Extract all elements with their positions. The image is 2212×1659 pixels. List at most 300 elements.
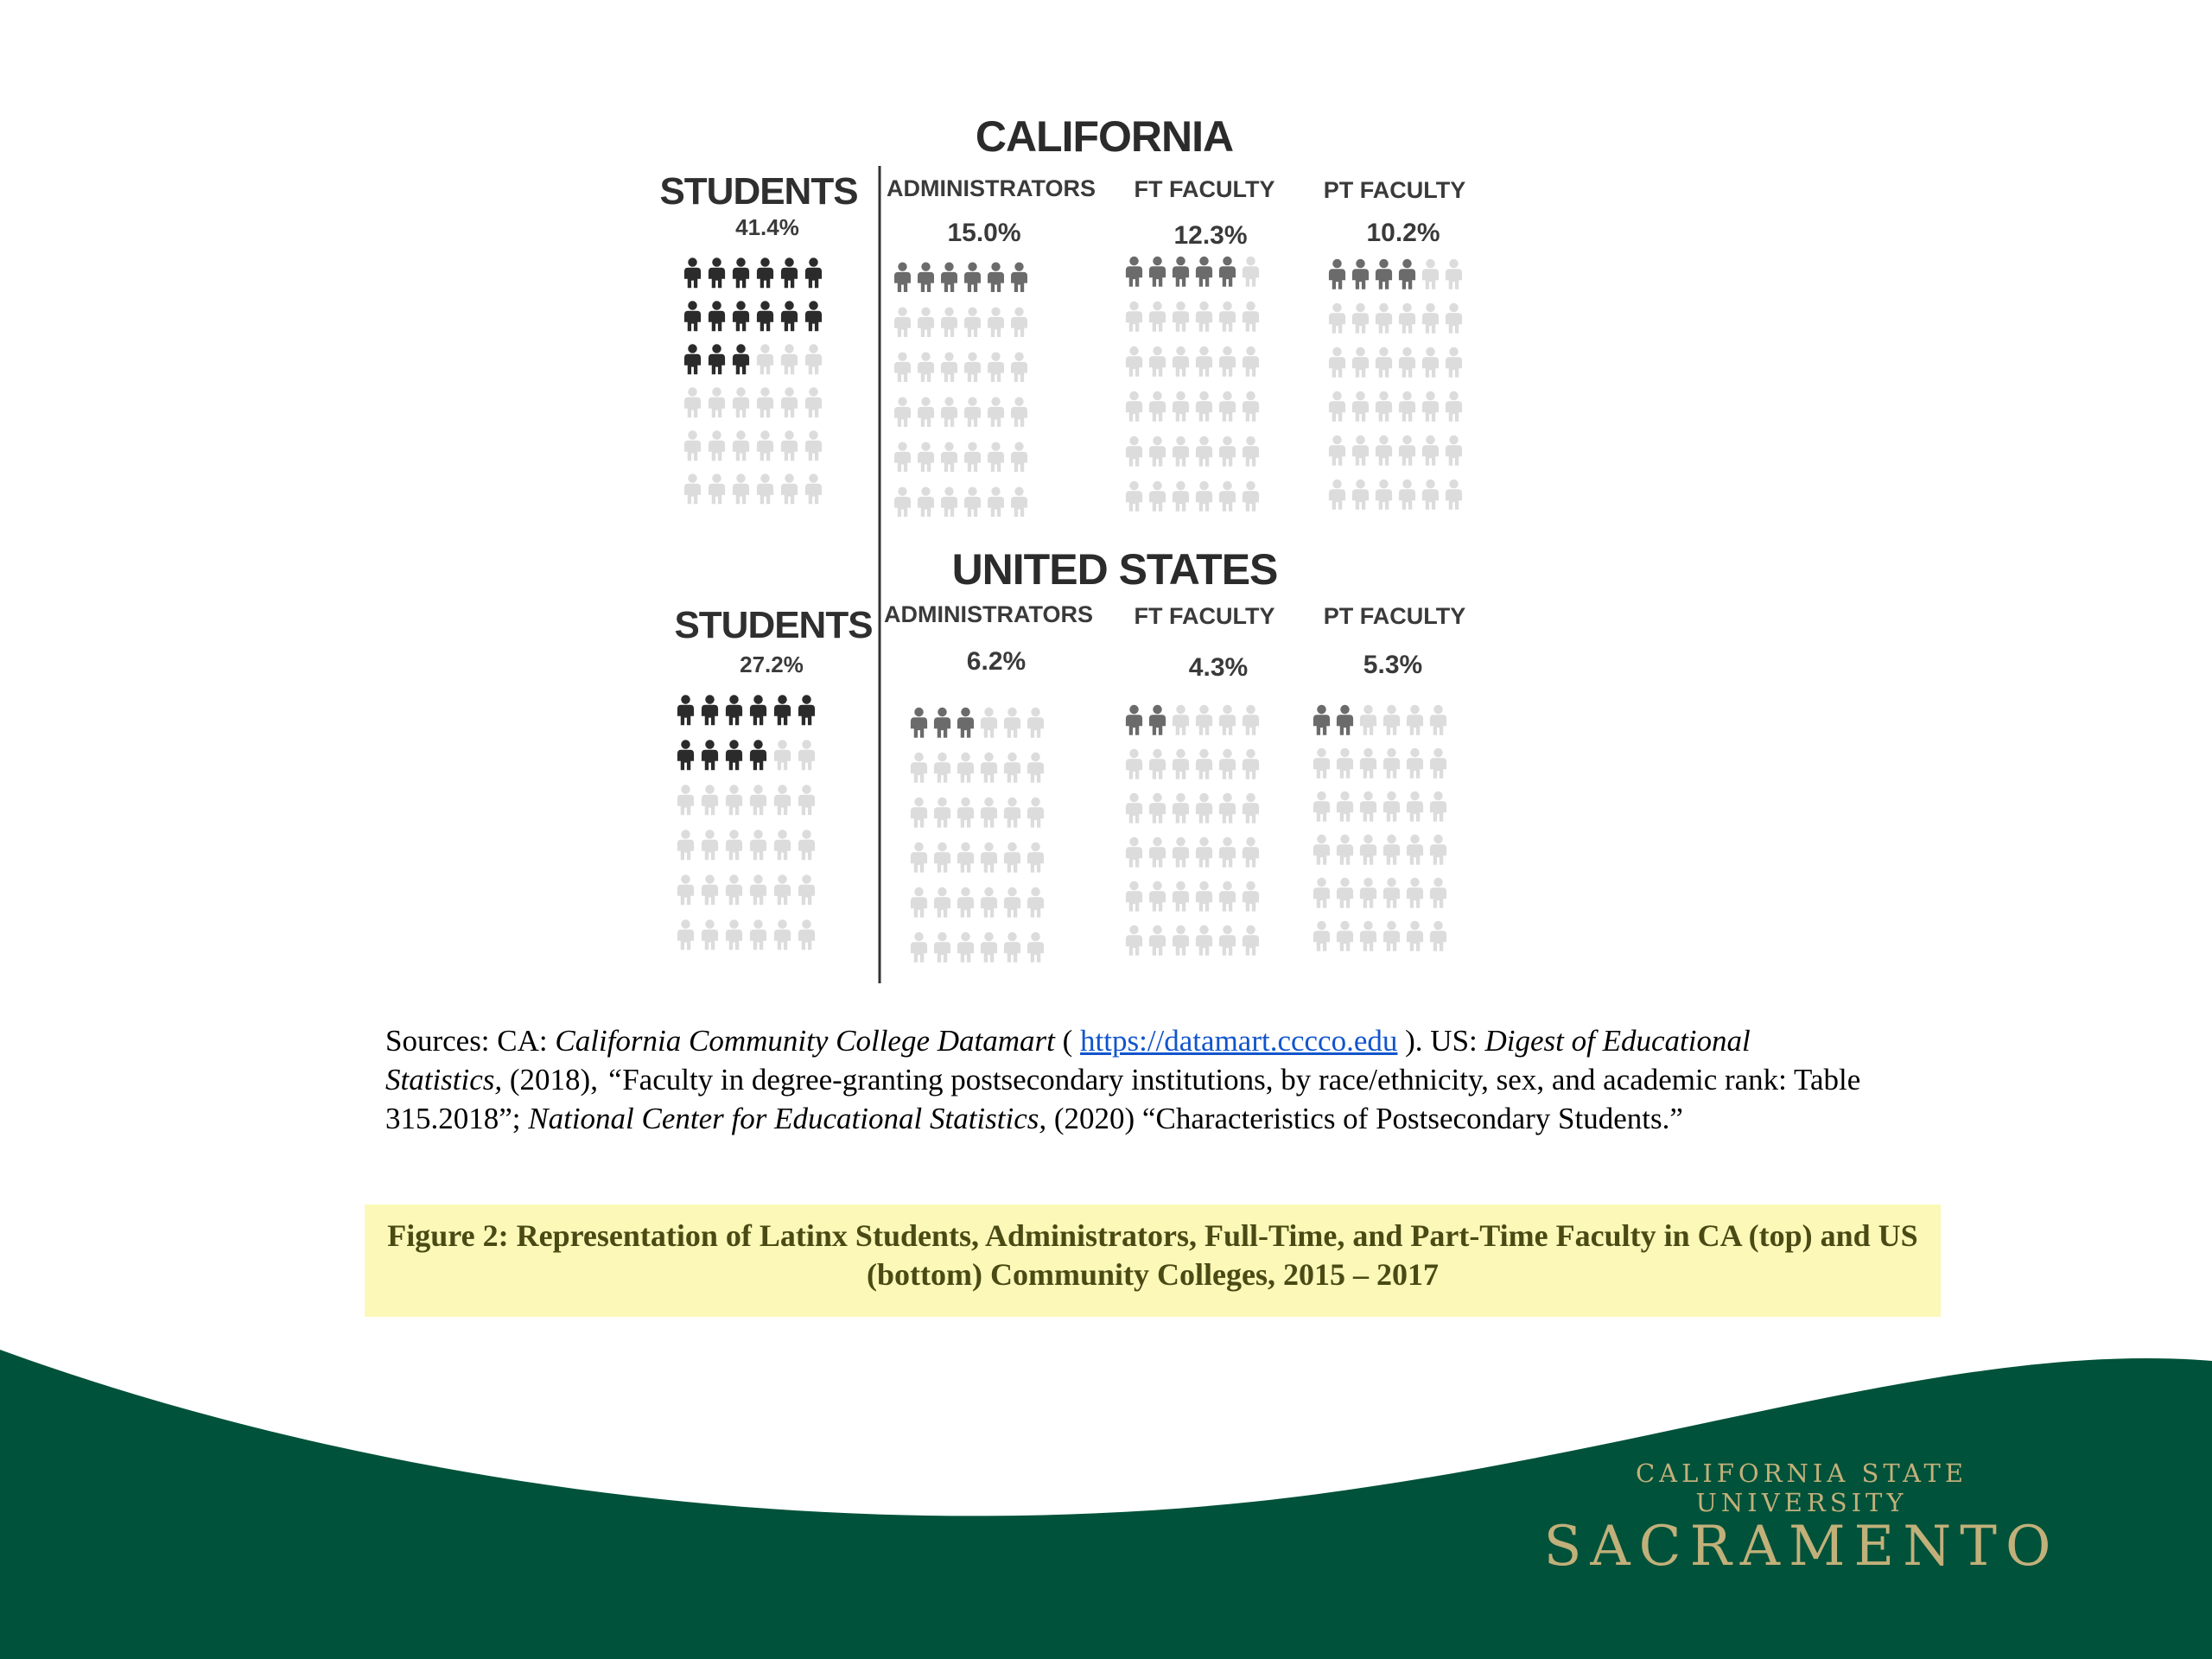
us-ft-faculty-person-icon bbox=[1219, 925, 1236, 956]
ca-ft-faculty-person-icon bbox=[1196, 346, 1212, 377]
ca-administrators-person-icon bbox=[894, 442, 911, 472]
ca-ft-faculty-person-icon bbox=[1173, 302, 1189, 332]
us-ft-faculty-person-icon bbox=[1173, 881, 1189, 912]
us-students-person-icon bbox=[677, 785, 694, 815]
us-administrators-person-icon bbox=[1027, 887, 1044, 918]
ca-students-person-icon-highlighted bbox=[757, 257, 773, 288]
us-pt-faculty-person-icon bbox=[1430, 921, 1446, 951]
us-administrators-person-icon bbox=[981, 798, 997, 828]
ca-pt-faculty-person-icon-highlighted bbox=[1399, 259, 1415, 289]
ca-students-person-icon-highlighted bbox=[709, 257, 725, 288]
ca-pt-faculty-person-icon bbox=[1329, 347, 1345, 378]
us-students-person-icon-highlighted bbox=[677, 695, 694, 725]
ca-administrators-person-icon bbox=[988, 352, 1004, 382]
ca-ft-faculty-person-icon bbox=[1126, 302, 1142, 332]
ca-students-person-icon bbox=[733, 387, 749, 417]
ca-students-person-icon bbox=[805, 387, 822, 417]
ca-students-person-icon-highlighted bbox=[733, 344, 749, 374]
ca-students-label: STUDENTS bbox=[659, 170, 858, 213]
ca-administrators-person-icon bbox=[1011, 486, 1027, 517]
ca-administrators-person-icon bbox=[988, 307, 1004, 337]
us-ft-faculty-person-icon bbox=[1149, 925, 1166, 956]
ca-ft-faculty-person-icon bbox=[1126, 481, 1142, 512]
ca-ft-faculty-person-icon bbox=[1219, 436, 1236, 467]
ca-ft-faculty-person-icon bbox=[1173, 346, 1189, 377]
us-pt-faculty-person-icon bbox=[1430, 835, 1446, 865]
us-pt-faculty-person-icon bbox=[1430, 705, 1446, 735]
ca-administrators-person-icon-highlighted bbox=[918, 262, 934, 292]
us-administrators-person-icon-highlighted bbox=[911, 708, 927, 738]
ca-students-person-icon bbox=[781, 344, 798, 374]
us-students-person-icon bbox=[677, 830, 694, 860]
us-students-person-icon bbox=[750, 785, 766, 815]
ca-students-person-icon bbox=[709, 387, 725, 417]
ca-students-person-icon bbox=[733, 430, 749, 461]
ca-ft-faculty-person-icon bbox=[1149, 436, 1166, 467]
ca-students-person-icon bbox=[805, 474, 822, 504]
ca-students-person-icon-highlighted bbox=[709, 344, 725, 374]
ca-students-person-icon-highlighted bbox=[805, 301, 822, 331]
us-ft-faculty-person-icon bbox=[1219, 881, 1236, 912]
us-administrators-person-icon bbox=[957, 798, 974, 828]
us-students-person-icon-highlighted bbox=[677, 740, 694, 770]
us-administrators-person-icon bbox=[934, 842, 950, 873]
us-students-person-icon bbox=[726, 830, 742, 860]
ca-administrators-person-icon bbox=[1011, 442, 1027, 472]
us-ft-faculty-person-icon bbox=[1219, 705, 1236, 735]
us-admin-label: ADMINISTRATORS bbox=[884, 601, 1093, 627]
ca-pt-faculty-person-icon bbox=[1446, 480, 1462, 510]
ca-pt-faculty-person-icon-highlighted bbox=[1376, 259, 1392, 289]
ca-students-person-icon bbox=[709, 474, 725, 504]
ca-pt-faculty-person-icon bbox=[1352, 480, 1369, 510]
ca-pt-faculty-person-icon bbox=[1329, 435, 1345, 466]
ca-administrators-person-icon bbox=[894, 352, 911, 382]
us-administrators-person-icon bbox=[957, 887, 974, 918]
ca-ft-faculty-person-icon bbox=[1149, 481, 1166, 512]
us-administrators-person-icon bbox=[911, 887, 927, 918]
sources-note bbox=[385, 1021, 1872, 1138]
us-students-person-icon-highlighted bbox=[702, 695, 718, 725]
ca-pt-faculty-person-icon bbox=[1422, 391, 1439, 422]
ca-students-person-icon-highlighted bbox=[709, 301, 725, 331]
us-pt-faculty-person-icon bbox=[1360, 921, 1376, 951]
ca-ft-faculty-person-icon bbox=[1149, 302, 1166, 332]
ca-pt-faculty-person-icon-highlighted bbox=[1329, 259, 1345, 289]
ca-administrators-person-icon bbox=[964, 397, 981, 427]
ca-students-person-icon-highlighted bbox=[684, 257, 701, 288]
us-ft-faculty-person-icon bbox=[1196, 793, 1212, 823]
ca-pt-faculty-person-icon bbox=[1329, 391, 1345, 422]
us-administrators-person-icon bbox=[981, 708, 997, 738]
ca-pt-faculty-person-icon bbox=[1422, 480, 1439, 510]
ca-ft-faculty-person-icon bbox=[1196, 391, 1212, 422]
ca-ft-faculty-person-icon bbox=[1243, 481, 1259, 512]
ca-ft-faculty-person-icon bbox=[1243, 302, 1259, 332]
us-students-person-icon bbox=[774, 919, 791, 950]
us-administrators-person-icon bbox=[1027, 708, 1044, 738]
us-students-person-icon-highlighted bbox=[798, 695, 815, 725]
ca-ft-faculty-person-icon bbox=[1219, 302, 1236, 332]
ca-administrators-person-icon bbox=[918, 352, 934, 382]
us-ft-faculty-person-icon bbox=[1196, 705, 1212, 735]
ca-administrators-person-icon-highlighted bbox=[988, 262, 1004, 292]
ca-ft-faculty-person-icon bbox=[1243, 391, 1259, 422]
figure-caption: Figure 2: Representation of Latinx Students, Administrators, Full-Time, and Part-Time Faculty in CA (top) and US (bottom) Community Colleges, 2015 – 2017 bbox=[387, 1218, 1918, 1292]
ca-pt-faculty-person-icon bbox=[1376, 435, 1392, 466]
us-administrators-person-icon bbox=[934, 798, 950, 828]
us-admin-pct: 6.2% bbox=[966, 647, 1027, 676]
us-pt-label: PT FACULTY bbox=[1323, 603, 1466, 629]
ca-ft-faculty-person-icon bbox=[1196, 302, 1212, 332]
us-students-person-icon bbox=[750, 919, 766, 950]
us-administrators-person-icon bbox=[911, 753, 927, 783]
us-administrators-person-icon bbox=[1004, 842, 1020, 873]
us-students-person-icon bbox=[750, 830, 766, 860]
ca-pt-faculty-person-icon bbox=[1376, 391, 1392, 422]
us-pt-faculty-person-icon bbox=[1360, 705, 1376, 735]
ca-students-person-icon bbox=[733, 474, 749, 504]
us-ft-faculty-person-icon-highlighted bbox=[1126, 705, 1142, 735]
us-students-person-icon bbox=[750, 874, 766, 905]
ca-pt-faculty-person-icon bbox=[1399, 347, 1415, 378]
ca-administrators-person-icon bbox=[918, 486, 934, 517]
ca-pt-faculty-person-icon bbox=[1352, 435, 1369, 466]
us-pt-pct: 5.3% bbox=[1363, 651, 1423, 679]
logo-sacramento: SACRAMENTO bbox=[1543, 1515, 2060, 1579]
us-students-person-icon-highlighted bbox=[726, 695, 742, 725]
table-reference: Faculty in degree-granting postsecondary institutions, by race/ethnicity, sex, and academic rank: Table 315.2018”; bbox=[385, 1063, 1861, 1135]
us-ft-faculty-person-icon bbox=[1173, 793, 1189, 823]
ca-ft-faculty-person-icon bbox=[1243, 346, 1259, 377]
ca-administrators-person-icon bbox=[918, 307, 934, 337]
university-logo bbox=[1529, 1459, 2074, 1579]
us-administrators-person-icon bbox=[981, 842, 997, 873]
ca-ft-faculty-person-icon bbox=[1173, 391, 1189, 422]
ca-pt-faculty-person-icon-highlighted bbox=[1352, 259, 1369, 289]
ca-administrators-person-icon bbox=[894, 307, 911, 337]
ca-students-person-icon-highlighted bbox=[733, 257, 749, 288]
us-students-person-icon bbox=[798, 874, 815, 905]
ca-students-person-icon-highlighted bbox=[781, 301, 798, 331]
ca-students-person-icon bbox=[684, 387, 701, 417]
ca-ft-pct: 12.3% bbox=[1173, 221, 1248, 250]
ca-pt-faculty-person-icon bbox=[1422, 435, 1439, 466]
us-pt-faculty-person-icon bbox=[1313, 791, 1330, 822]
ca-administrators-person-icon bbox=[964, 352, 981, 382]
ca-students-person-icon-highlighted bbox=[781, 257, 798, 288]
us-pt-faculty-person-icon bbox=[1430, 791, 1446, 822]
us-pt-faculty-person-icon bbox=[1360, 835, 1376, 865]
ca-students-person-icon bbox=[781, 474, 798, 504]
us-pt-faculty-person-icon-highlighted bbox=[1337, 705, 1353, 735]
ca-pt-faculty-person-icon bbox=[1352, 347, 1369, 378]
ca-pt-faculty-person-icon bbox=[1422, 347, 1439, 378]
us-students-person-icon-highlighted bbox=[774, 695, 791, 725]
ca-pt-faculty-person-icon bbox=[1352, 391, 1369, 422]
us-students-person-icon bbox=[677, 919, 694, 950]
us-students-person-icon bbox=[798, 919, 815, 950]
ca-administrators-person-icon bbox=[964, 307, 981, 337]
us-pt-faculty-person-icon-highlighted bbox=[1313, 705, 1330, 735]
ca-pt-faculty-person-icon bbox=[1399, 480, 1415, 510]
us-students-person-icon-highlighted bbox=[726, 740, 742, 770]
ca-pt-faculty-person-icon bbox=[1399, 303, 1415, 334]
ca-students-person-icon bbox=[781, 430, 798, 461]
us-students-person-icon bbox=[798, 785, 815, 815]
us-ft-faculty-person-icon bbox=[1243, 705, 1259, 735]
united-states-title: UNITED STATES bbox=[951, 545, 1278, 594]
us-ft-faculty-person-icon bbox=[1149, 793, 1166, 823]
ca-pt-faculty-person-icon bbox=[1376, 303, 1392, 334]
ca-students-person-icon bbox=[781, 387, 798, 417]
us-pt-faculty-person-icon bbox=[1337, 878, 1353, 908]
ca-admin-pct: 15.0% bbox=[947, 219, 1021, 247]
ca-administrators-person-icon-highlighted bbox=[964, 262, 981, 292]
us-students-person-icon bbox=[677, 874, 694, 905]
us-pt-faculty-person-icon bbox=[1407, 748, 1423, 779]
ca-ft-faculty-person-icon bbox=[1126, 346, 1142, 377]
us-ft-faculty-person-icon bbox=[1173, 837, 1189, 868]
ca-students-person-icon-highlighted bbox=[757, 301, 773, 331]
us-administrators-person-icon bbox=[1027, 842, 1044, 873]
ca-administrators-person-icon bbox=[894, 486, 911, 517]
ca-ft-faculty-person-icon bbox=[1126, 391, 1142, 422]
ca-ft-faculty-person-icon-highlighted bbox=[1126, 257, 1142, 287]
us-ft-faculty-person-icon bbox=[1173, 925, 1189, 956]
us-ft-pct: 4.3% bbox=[1188, 653, 1249, 682]
us-administrators-person-icon bbox=[911, 932, 927, 963]
us-administrators-person-icon bbox=[1004, 798, 1020, 828]
us-pt-faculty-person-icon bbox=[1407, 791, 1423, 822]
us-pt-faculty-person-icon bbox=[1337, 921, 1353, 951]
us-administrators-person-icon bbox=[1004, 708, 1020, 738]
us-ft-faculty-person-icon bbox=[1243, 837, 1259, 868]
us-pt-faculty-person-icon bbox=[1407, 835, 1423, 865]
ca-administrators-person-icon bbox=[941, 442, 957, 472]
ca-ft-faculty-person-icon-highlighted bbox=[1219, 257, 1236, 287]
us-ft-faculty-person-icon bbox=[1126, 925, 1142, 956]
us-students-person-icon bbox=[702, 830, 718, 860]
ca-administrators-person-icon bbox=[1011, 352, 1027, 382]
us-pt-faculty-person-icon bbox=[1360, 748, 1376, 779]
us-administrators-person-icon bbox=[911, 798, 927, 828]
us-ft-faculty-person-icon bbox=[1196, 749, 1212, 779]
us-pt-faculty-person-icon bbox=[1313, 878, 1330, 908]
ca-ft-label: FT FACULTY bbox=[1134, 176, 1275, 202]
ca-ft-faculty-person-icon-highlighted bbox=[1196, 257, 1212, 287]
ca-administrators-person-icon bbox=[941, 397, 957, 427]
ca-administrators-person-icon bbox=[988, 486, 1004, 517]
ca-pt-faculty-person-icon bbox=[1352, 303, 1369, 334]
nces-detail: (2020) “Characteristics of Postsecondary Students.” bbox=[1046, 1102, 1683, 1135]
us-students-person-icon bbox=[726, 919, 742, 950]
us-ft-faculty-person-icon bbox=[1126, 793, 1142, 823]
us-ft-faculty-person-icon-highlighted bbox=[1149, 705, 1166, 735]
us-administrators-person-icon bbox=[911, 842, 927, 873]
ca-administrators-person-icon bbox=[1011, 307, 1027, 337]
us-ft-faculty-person-icon bbox=[1243, 881, 1259, 912]
us-administrators-person-icon bbox=[1027, 753, 1044, 783]
ca-pt-faculty-person-icon bbox=[1422, 259, 1439, 289]
logo-university-name: CALIFORNIA STATE UNIVERSITY bbox=[1635, 1459, 1968, 1517]
ca-source-title: California Community College Datamart bbox=[555, 1024, 1055, 1058]
us-ft-faculty-person-icon bbox=[1173, 749, 1189, 779]
datamart-link[interactable]: https://datamart.cccco.edu bbox=[1080, 1024, 1398, 1058]
us-pt-faculty-person-icon bbox=[1337, 748, 1353, 779]
us-ft-faculty-person-icon bbox=[1126, 749, 1142, 779]
us-ft-faculty-person-icon bbox=[1149, 749, 1166, 779]
us-administrators-person-icon bbox=[1004, 887, 1020, 918]
ca-pt-label: PT FACULTY bbox=[1323, 177, 1466, 203]
us-ft-faculty-person-icon bbox=[1126, 881, 1142, 912]
us-pt-faculty-person-icon bbox=[1383, 791, 1400, 822]
us-students-person-icon bbox=[726, 785, 742, 815]
us-administrators-person-icon-highlighted bbox=[957, 708, 974, 738]
us-students-person-icon-highlighted bbox=[702, 740, 718, 770]
us-ft-faculty-person-icon bbox=[1243, 749, 1259, 779]
us-pt-faculty-person-icon bbox=[1360, 791, 1376, 822]
ca-pt-faculty-person-icon bbox=[1446, 259, 1462, 289]
us-administrators-person-icon bbox=[957, 753, 974, 783]
us-students-person-icon bbox=[702, 919, 718, 950]
us-administrators-person-icon bbox=[1027, 798, 1044, 828]
ca-pt-faculty-person-icon bbox=[1329, 480, 1345, 510]
us-administrators-person-icon bbox=[1004, 753, 1020, 783]
us-students-person-icon bbox=[702, 785, 718, 815]
ca-pt-faculty-person-icon bbox=[1376, 347, 1392, 378]
ca-ft-faculty-person-icon-highlighted bbox=[1149, 257, 1166, 287]
us-ft-faculty-person-icon bbox=[1243, 925, 1259, 956]
us-pt-faculty-person-icon bbox=[1383, 878, 1400, 908]
ca-ft-faculty-person-icon bbox=[1219, 346, 1236, 377]
ca-admin-label: ADMINISTRATORS bbox=[887, 175, 1096, 201]
ca-ft-faculty-person-icon bbox=[1243, 257, 1259, 287]
us-pt-faculty-person-icon bbox=[1407, 705, 1423, 735]
ca-pt-faculty-person-icon bbox=[1399, 391, 1415, 422]
ca-students-person-icon bbox=[757, 387, 773, 417]
us-students-pct: 27.2% bbox=[740, 652, 804, 677]
ca-pt-faculty-person-icon bbox=[1376, 480, 1392, 510]
us-ft-faculty-person-icon bbox=[1173, 705, 1189, 735]
us-students-person-icon bbox=[774, 874, 791, 905]
ca-pt-faculty-person-icon bbox=[1422, 303, 1439, 334]
ca-students-person-icon bbox=[709, 430, 725, 461]
ca-students-person-icon-highlighted bbox=[684, 344, 701, 374]
ca-ft-faculty-person-icon-highlighted bbox=[1173, 257, 1189, 287]
ca-students-person-icon bbox=[684, 474, 701, 504]
ca-administrators-person-icon bbox=[988, 442, 1004, 472]
us-pt-faculty-person-icon bbox=[1430, 748, 1446, 779]
ca-administrators-person-icon-highlighted bbox=[941, 262, 957, 292]
ca-pt-faculty-person-icon bbox=[1446, 435, 1462, 466]
ca-students-person-icon bbox=[805, 344, 822, 374]
us-administrators-person-icon bbox=[981, 753, 997, 783]
ca-administrators-person-icon bbox=[988, 397, 1004, 427]
us-pt-faculty-person-icon bbox=[1383, 921, 1400, 951]
us-ft-faculty-person-icon bbox=[1149, 881, 1166, 912]
ca-pt-faculty-person-icon bbox=[1446, 391, 1462, 422]
ca-students-person-icon bbox=[757, 430, 773, 461]
ca-administrators-person-icon-highlighted bbox=[894, 262, 911, 292]
us-ft-label: FT FACULTY bbox=[1134, 603, 1275, 629]
us-administrators-person-icon bbox=[1027, 932, 1044, 963]
ca-pt-faculty-person-icon bbox=[1329, 303, 1345, 334]
us-pt-faculty-person-icon bbox=[1383, 705, 1400, 735]
us-pt-faculty-person-icon bbox=[1337, 791, 1353, 822]
ca-administrators-person-icon bbox=[941, 307, 957, 337]
us-administrators-person-icon bbox=[981, 932, 997, 963]
ca-administrators-person-icon bbox=[894, 397, 911, 427]
california-title: CALIFORNIA bbox=[975, 112, 1234, 161]
us-source-title: Digest of Educational Statistics, bbox=[385, 1024, 1751, 1096]
ca-administrators-person-icon bbox=[964, 442, 981, 472]
us-students-person-icon bbox=[726, 874, 742, 905]
us-students-person-icon bbox=[798, 830, 815, 860]
ca-pt-pct: 10.2% bbox=[1366, 219, 1440, 247]
us-administrators-person-icon bbox=[934, 753, 950, 783]
ca-students-person-icon-highlighted bbox=[684, 301, 701, 331]
us-pt-faculty-person-icon bbox=[1407, 878, 1423, 908]
us-administrators-person-icon bbox=[1004, 932, 1020, 963]
ca-students-person-icon bbox=[805, 430, 822, 461]
ca-pt-faculty-person-icon bbox=[1446, 347, 1462, 378]
us-ft-faculty-person-icon bbox=[1196, 837, 1212, 868]
ca-students-person-icon-highlighted bbox=[733, 301, 749, 331]
sources-open-paren: ( bbox=[1054, 1024, 1081, 1058]
ca-students-person-icon-highlighted bbox=[805, 257, 822, 288]
ca-administrators-person-icon bbox=[941, 352, 957, 382]
ca-administrators-person-icon bbox=[918, 397, 934, 427]
us-administrators-person-icon bbox=[957, 842, 974, 873]
us-pt-faculty-person-icon bbox=[1407, 921, 1423, 951]
us-students-person-icon bbox=[774, 740, 791, 770]
us-administrators-person-icon bbox=[957, 932, 974, 963]
us-students-person-icon bbox=[774, 830, 791, 860]
us-pt-faculty-person-icon bbox=[1313, 835, 1330, 865]
ca-ft-faculty-person-icon bbox=[1173, 436, 1189, 467]
ca-students-person-icon bbox=[757, 344, 773, 374]
us-ft-faculty-person-icon bbox=[1149, 837, 1166, 868]
us-ft-faculty-person-icon bbox=[1126, 837, 1142, 868]
ca-pt-faculty-person-icon bbox=[1399, 435, 1415, 466]
ca-ft-faculty-person-icon bbox=[1173, 481, 1189, 512]
ca-ft-faculty-person-icon bbox=[1149, 346, 1166, 377]
us-students-label: STUDENTS bbox=[674, 604, 873, 646]
us-pt-faculty-person-icon bbox=[1360, 878, 1376, 908]
us-ft-faculty-person-icon bbox=[1219, 749, 1236, 779]
us-pt-faculty-person-icon bbox=[1313, 921, 1330, 951]
us-students-person-icon bbox=[702, 874, 718, 905]
us-administrators-person-icon bbox=[934, 932, 950, 963]
us-pt-faculty-person-icon bbox=[1383, 748, 1400, 779]
quote-open: “ bbox=[605, 1063, 623, 1096]
ca-ft-faculty-person-icon bbox=[1149, 391, 1166, 422]
ca-administrators-person-icon-highlighted bbox=[1011, 262, 1027, 292]
ca-ft-faculty-person-icon bbox=[1219, 481, 1236, 512]
us-students-person-icon-highlighted bbox=[750, 695, 766, 725]
nces-title: National Center for Educational Statistics, bbox=[528, 1102, 1047, 1135]
ca-pt-faculty-person-icon bbox=[1446, 303, 1462, 334]
ca-ft-faculty-person-icon bbox=[1243, 436, 1259, 467]
ca-ft-faculty-person-icon bbox=[1219, 391, 1236, 422]
us-pt-faculty-person-icon bbox=[1337, 835, 1353, 865]
us-ft-faculty-person-icon bbox=[1243, 793, 1259, 823]
ca-ft-faculty-person-icon bbox=[1196, 481, 1212, 512]
ca-students-pct: 41.4% bbox=[735, 214, 799, 240]
us-administrators-person-icon bbox=[934, 887, 950, 918]
ca-administrators-person-icon bbox=[941, 486, 957, 517]
